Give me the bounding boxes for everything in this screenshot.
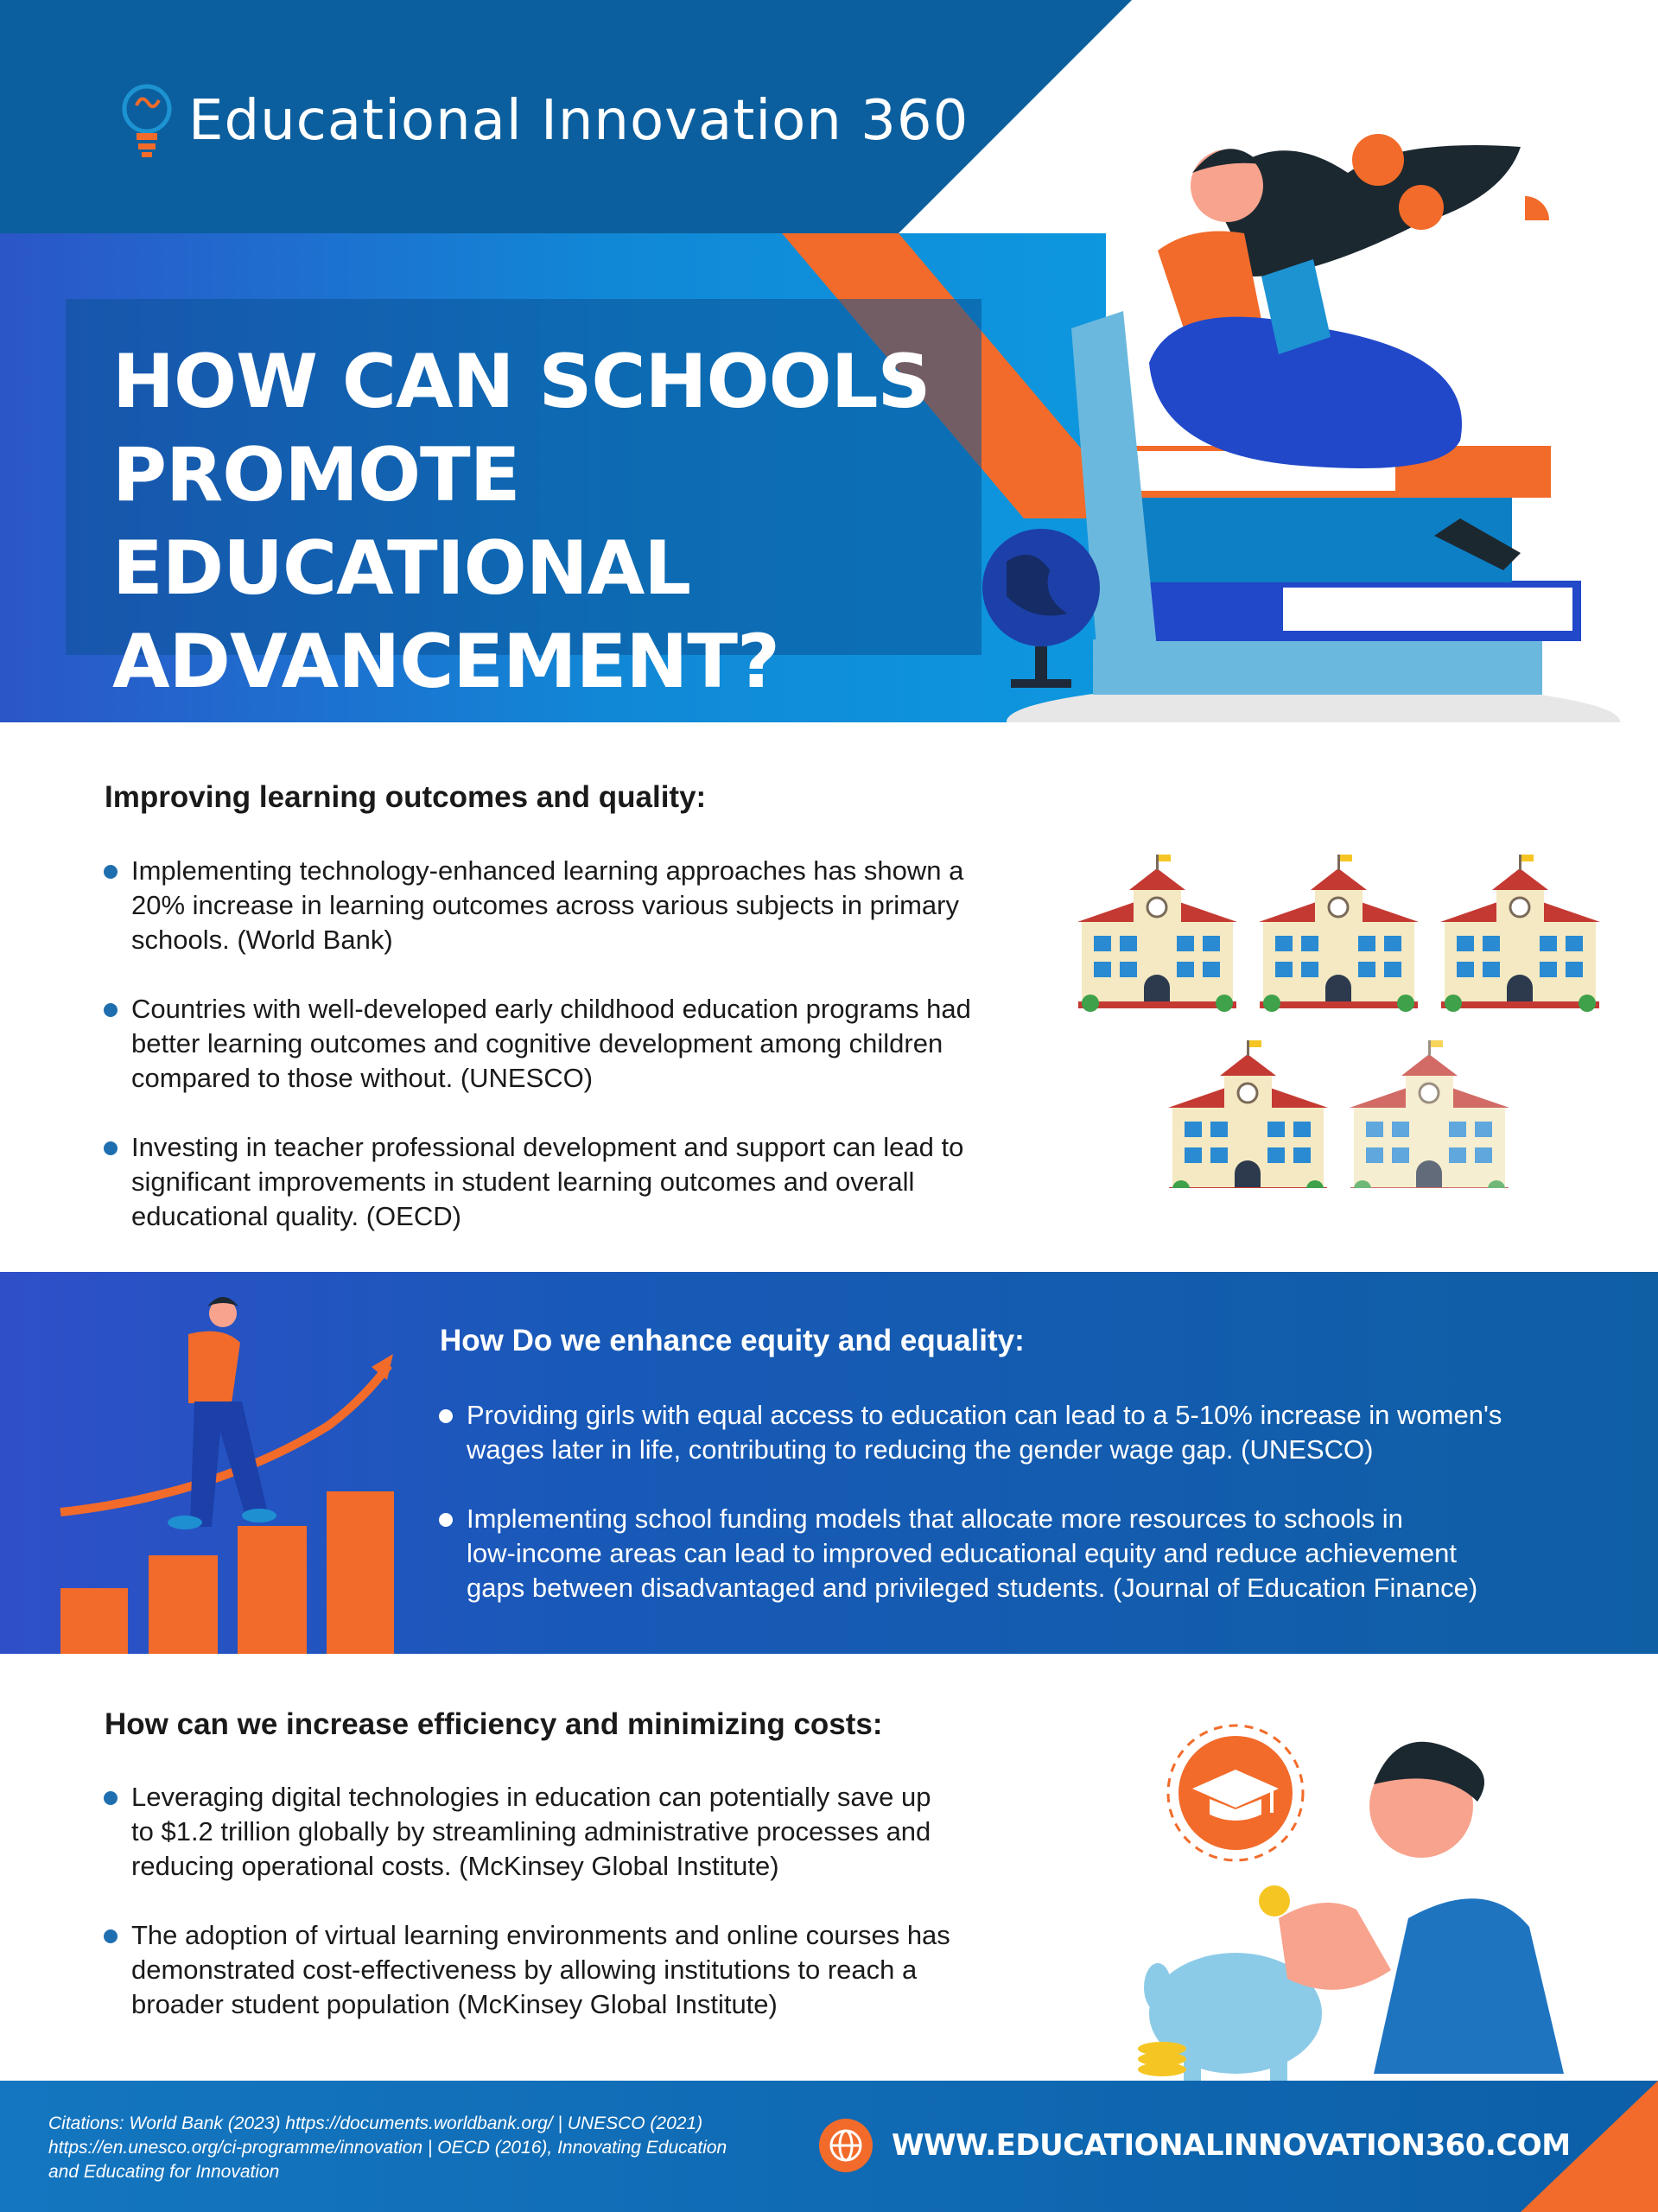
list-item: The adoption of virtual learning environments and online courses has demonstrated cost-effectiveness by allowing institutions to reach a broader student population (McKinsey Global Institute) bbox=[104, 1918, 1063, 2022]
school-building-icon bbox=[1440, 855, 1600, 1012]
list-item: Providing girls with equal access to education can lead to a 5-10% increase in women's wages later in life, contributing to reducing the gender wage gap. (UNESCO) bbox=[439, 1398, 1631, 1467]
website-link[interactable] bbox=[819, 2119, 1571, 2172]
bullet-icon bbox=[439, 1513, 453, 1527]
section1-heading: Improving learning outcomes and quality: bbox=[105, 780, 707, 814]
saving-money-illustration bbox=[1123, 1719, 1607, 2081]
globe-icon bbox=[819, 2119, 873, 2172]
bullet-icon bbox=[104, 1141, 118, 1155]
list-item: Implementing technology-enhanced learning approaches has shown a 20% increase in learning outcomes across various subjects in primary schools. (World Bank) bbox=[104, 854, 1063, 957]
page-title bbox=[112, 335, 1020, 709]
brand-logo bbox=[121, 79, 969, 162]
list-item: Countries with well-developed early childhood education programs had better learning outcomes and cognitive development among children compared to those without. (UNESCO) bbox=[104, 992, 1063, 1096]
list-item: Implementing school funding models that allocate more resources to schools in low-income areas can lead to improved educational equity and reduce achievement gaps between disadvantaged and privileged students. (Journal of Education Finance) bbox=[439, 1502, 1631, 1605]
bullet-icon bbox=[104, 1003, 118, 1017]
growth-chart-illustration bbox=[0, 1272, 432, 1654]
section2-bullet-list bbox=[439, 1398, 1631, 1640]
school-building-icon bbox=[1168, 1040, 1328, 1188]
equity-section bbox=[0, 1272, 1658, 1654]
title-line-2: PROMOTE EDUCATIONAL bbox=[112, 432, 691, 612]
website-url[interactable]: WWW.EDUCATIONALINNOVATION360.COM bbox=[892, 2128, 1571, 2163]
title-line-3: ADVANCEMENT? bbox=[112, 619, 779, 705]
section3-heading: How can we increase efficiency and minimizing costs: bbox=[105, 1707, 883, 1741]
list-item: Leveraging digital technologies in education can potentially save up to $1.2 trillion globally by streamlining administrative processes and reducing operational costs. (McKinsey Global Institute) bbox=[104, 1780, 1063, 1884]
brand-name: Educational Innovation 360 bbox=[188, 89, 969, 153]
bullet-icon bbox=[104, 1791, 118, 1805]
school-buildings-illustration bbox=[1071, 842, 1607, 1188]
lightbulb-icon bbox=[121, 79, 173, 162]
section1-bullet-list bbox=[104, 854, 1063, 1268]
section2-heading: How Do we enhance equity and equality: bbox=[440, 1324, 1025, 1357]
school-building-icon bbox=[1259, 855, 1419, 1012]
bullet-icon bbox=[104, 865, 118, 879]
school-building-icon bbox=[1350, 1040, 1509, 1188]
school-building-icon bbox=[1077, 855, 1237, 1012]
bullet-icon bbox=[104, 1929, 118, 1943]
hero-header bbox=[0, 0, 1658, 722]
section3-bullet-list bbox=[104, 1780, 1063, 2056]
citations: Citations: World Bank (2023) https://documents.worldbank.org/ | UNESCO (2021) https://en.unesco.org/ci-programme/innovation | OECD (2016), Innovating Education and Educating for Innovation bbox=[48, 2113, 727, 2182]
list-item: Investing in teacher professional development and support can lead to significant improvements in student learning outcomes and overall educational quality. (OECD) bbox=[104, 1130, 1063, 1234]
corner-accent bbox=[1521, 2081, 1658, 2212]
bullet-icon bbox=[439, 1409, 453, 1423]
footer bbox=[0, 2081, 1658, 2212]
title-line-1: HOW CAN SCHOOLS bbox=[112, 339, 931, 425]
